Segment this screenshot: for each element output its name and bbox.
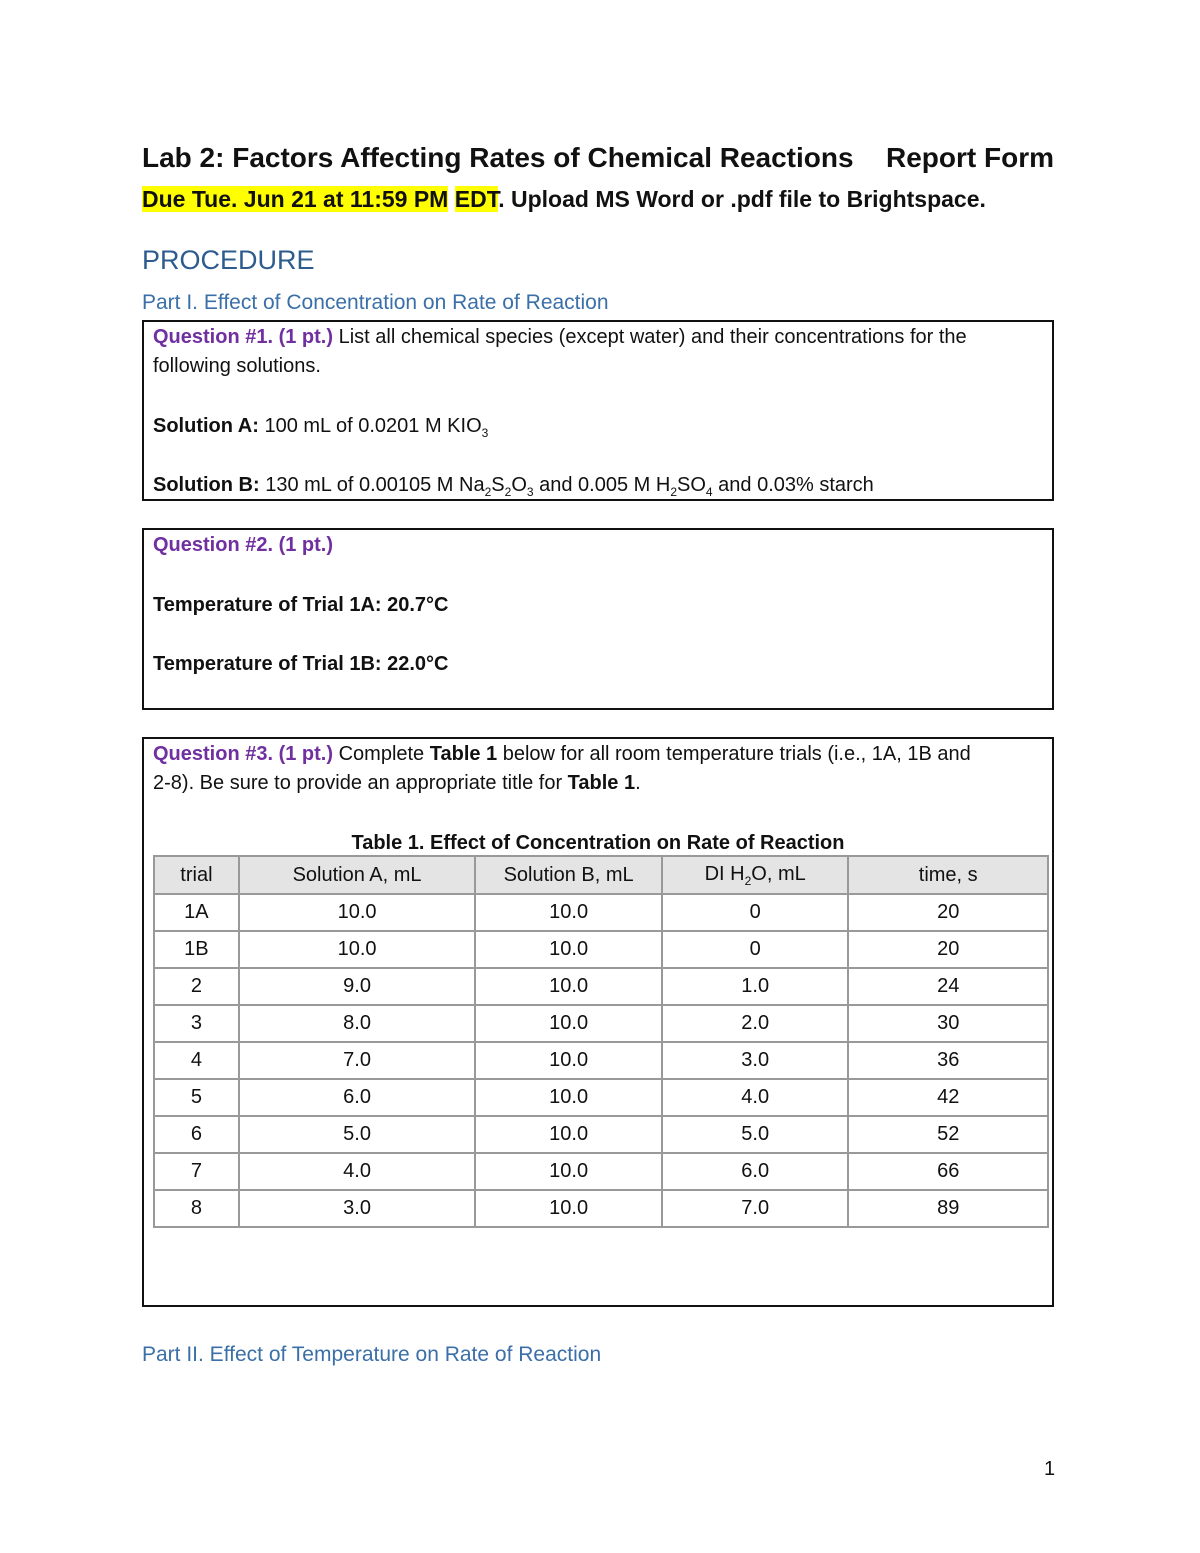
header-solution-a: Solution A, mL: [239, 856, 475, 894]
subscript: 2: [484, 485, 492, 499]
part2-heading: Part II. Effect of Temperature on Rate of Reaction: [142, 1343, 602, 1366]
cell-time: 66: [848, 1153, 1048, 1190]
table-1: [153, 855, 1049, 1228]
solution-b-text: and 0.005 M H: [533, 474, 671, 496]
cell-solution-b: 10.0: [475, 1079, 662, 1116]
cell-trial: 6: [154, 1116, 239, 1153]
solution-a-value: 100 mL of 0.0201 M KIO: [258, 415, 482, 437]
procedure-heading: PROCEDURE: [142, 245, 315, 275]
cell-solution-b: 10.0: [475, 894, 662, 931]
cell-solution-b: 10.0: [475, 1042, 662, 1079]
question-3-box: [142, 737, 1054, 1307]
cell-solution-a: 10.0: [239, 894, 475, 931]
question-3-text: below for all room temperature trials (i.e., 1A, 1B and: [497, 743, 971, 765]
due-date-line: [142, 186, 986, 213]
question-2-box: [142, 528, 1054, 710]
part1-heading: Part I. Effect of Concentration on Rate of Reaction: [142, 291, 609, 314]
header-trial: trial: [154, 856, 239, 894]
solution-b-text: S: [491, 474, 505, 496]
temperature-trial-1a: Temperature of Trial 1A: 20.7°C: [153, 594, 449, 616]
cell-trial: 3: [154, 1005, 239, 1042]
cell-trial: 5: [154, 1079, 239, 1116]
table-header-row: [154, 856, 1048, 894]
cell-time: 36: [848, 1042, 1048, 1079]
cell-trial: 2: [154, 968, 239, 1005]
due-timezone-highlight: EDT: [454, 186, 499, 212]
header-di-text: O, mL: [751, 862, 806, 885]
subscript: 2: [670, 485, 677, 499]
cell-solution-b: 10.0: [475, 931, 662, 968]
cell-solution-a: 5.0: [239, 1116, 475, 1153]
table-row: [154, 931, 1048, 968]
header-solution-b: Solution B, mL: [475, 856, 662, 894]
question-3-line2: [153, 772, 641, 795]
cell-di-water: 0: [662, 931, 849, 968]
question-2-label: Question #2. (1 pt.): [153, 534, 334, 556]
cell-solution-b: 10.0: [475, 1005, 662, 1042]
solution-b-text: 130 mL of 0.00105 M Na: [259, 474, 485, 496]
question-2-label-line: [153, 534, 333, 557]
cell-time: 20: [848, 931, 1048, 968]
due-date-highlight: Due Tue. Jun 21 at 11:59 PM: [142, 186, 449, 212]
cell-trial: 8: [154, 1190, 239, 1227]
temperature-trial-1b: Temperature of Trial 1B: 22.0°C: [153, 653, 449, 675]
cell-solution-b: 10.0: [475, 1153, 662, 1190]
table-row: [154, 1190, 1048, 1227]
solution-a-line: [153, 415, 488, 440]
question-3-text: Complete: [333, 743, 430, 765]
cell-solution-a: 9.0: [239, 968, 475, 1005]
cell-trial: 4: [154, 1042, 239, 1079]
cell-time: 52: [848, 1116, 1048, 1153]
question-3-text: .: [635, 772, 641, 794]
header-di-text: DI H: [704, 862, 745, 885]
question-3-line1: [153, 743, 971, 766]
cell-di-water: 6.0: [662, 1153, 849, 1190]
table-row: [154, 1153, 1048, 1190]
question-1-label: Question #1. (1 pt.): [153, 326, 334, 348]
question-1-line2: following solutions.: [153, 355, 321, 377]
table-row: [154, 1042, 1048, 1079]
table-row: [154, 1079, 1048, 1116]
table-row: [154, 1116, 1048, 1153]
solution-a-label: Solution A:: [153, 415, 259, 437]
table-1-title: Table 1. Effect of Concentration on Rate of Reaction: [351, 832, 845, 854]
cell-time: 20: [848, 894, 1048, 931]
cell-trial: 7: [154, 1153, 239, 1190]
cell-solution-b: 10.0: [475, 1190, 662, 1227]
solution-b-text: and 0.03% starch: [712, 474, 874, 496]
cell-solution-b: 10.0: [475, 968, 662, 1005]
cell-solution-a: 4.0: [239, 1153, 475, 1190]
question-1-box: [142, 320, 1054, 501]
upload-instructions: . Upload MS Word or .pdf file to Brightspace.: [498, 186, 986, 212]
subscript: 3: [526, 485, 534, 499]
cell-di-water: 2.0: [662, 1005, 849, 1042]
subscript: 4: [705, 485, 713, 499]
header-time: time, s: [848, 856, 1048, 894]
header-di-water: [662, 856, 849, 894]
cell-di-water: 3.0: [662, 1042, 849, 1079]
cell-solution-a: 8.0: [239, 1005, 475, 1042]
cell-trial: 1B: [154, 931, 239, 968]
question-1-line1: [153, 326, 967, 349]
question-3-table-ref: Table 1: [429, 743, 498, 765]
table-row: [154, 1005, 1048, 1042]
subscript: 2: [744, 873, 752, 888]
question-3-table-ref: Table 1: [567, 772, 636, 794]
document-title: Lab 2: Factors Affecting Rates of Chemical Reactions: [142, 142, 854, 173]
solution-b-text: SO: [677, 474, 706, 496]
cell-time: 24: [848, 968, 1048, 1005]
table-row: [154, 894, 1048, 931]
question-3-label: Question #3. (1 pt.): [153, 743, 334, 765]
cell-di-water: 4.0: [662, 1079, 849, 1116]
solution-b-text: O: [511, 474, 527, 496]
document-title-row: [142, 142, 1054, 182]
cell-time: 89: [848, 1190, 1048, 1227]
cell-solution-a: 10.0: [239, 931, 475, 968]
solution-a-subscript: 3: [481, 426, 489, 440]
cell-di-water: 1.0: [662, 968, 849, 1005]
cell-di-water: 5.0: [662, 1116, 849, 1153]
subscript: 2: [504, 485, 512, 499]
cell-di-water: 0: [662, 894, 849, 931]
question-3-text: 2-8). Be sure to provide an appropriate title for: [153, 772, 568, 794]
cell-solution-a: 6.0: [239, 1079, 475, 1116]
cell-solution-b: 10.0: [475, 1116, 662, 1153]
question-1-prompt: List all chemical species (except water) and their concentrations for the: [333, 326, 967, 348]
solution-b-label: Solution B:: [153, 474, 260, 496]
cell-solution-a: 3.0: [239, 1190, 475, 1227]
report-form-label: Report Form: [886, 142, 1054, 173]
cell-di-water: 7.0: [662, 1190, 849, 1227]
cell-solution-a: 7.0: [239, 1042, 475, 1079]
cell-trial: 1A: [154, 894, 239, 931]
cell-time: 42: [848, 1079, 1048, 1116]
table-row: [154, 968, 1048, 1005]
cell-time: 30: [848, 1005, 1048, 1042]
solution-b-line: [153, 474, 874, 499]
page-number: 1: [1044, 1458, 1056, 1480]
